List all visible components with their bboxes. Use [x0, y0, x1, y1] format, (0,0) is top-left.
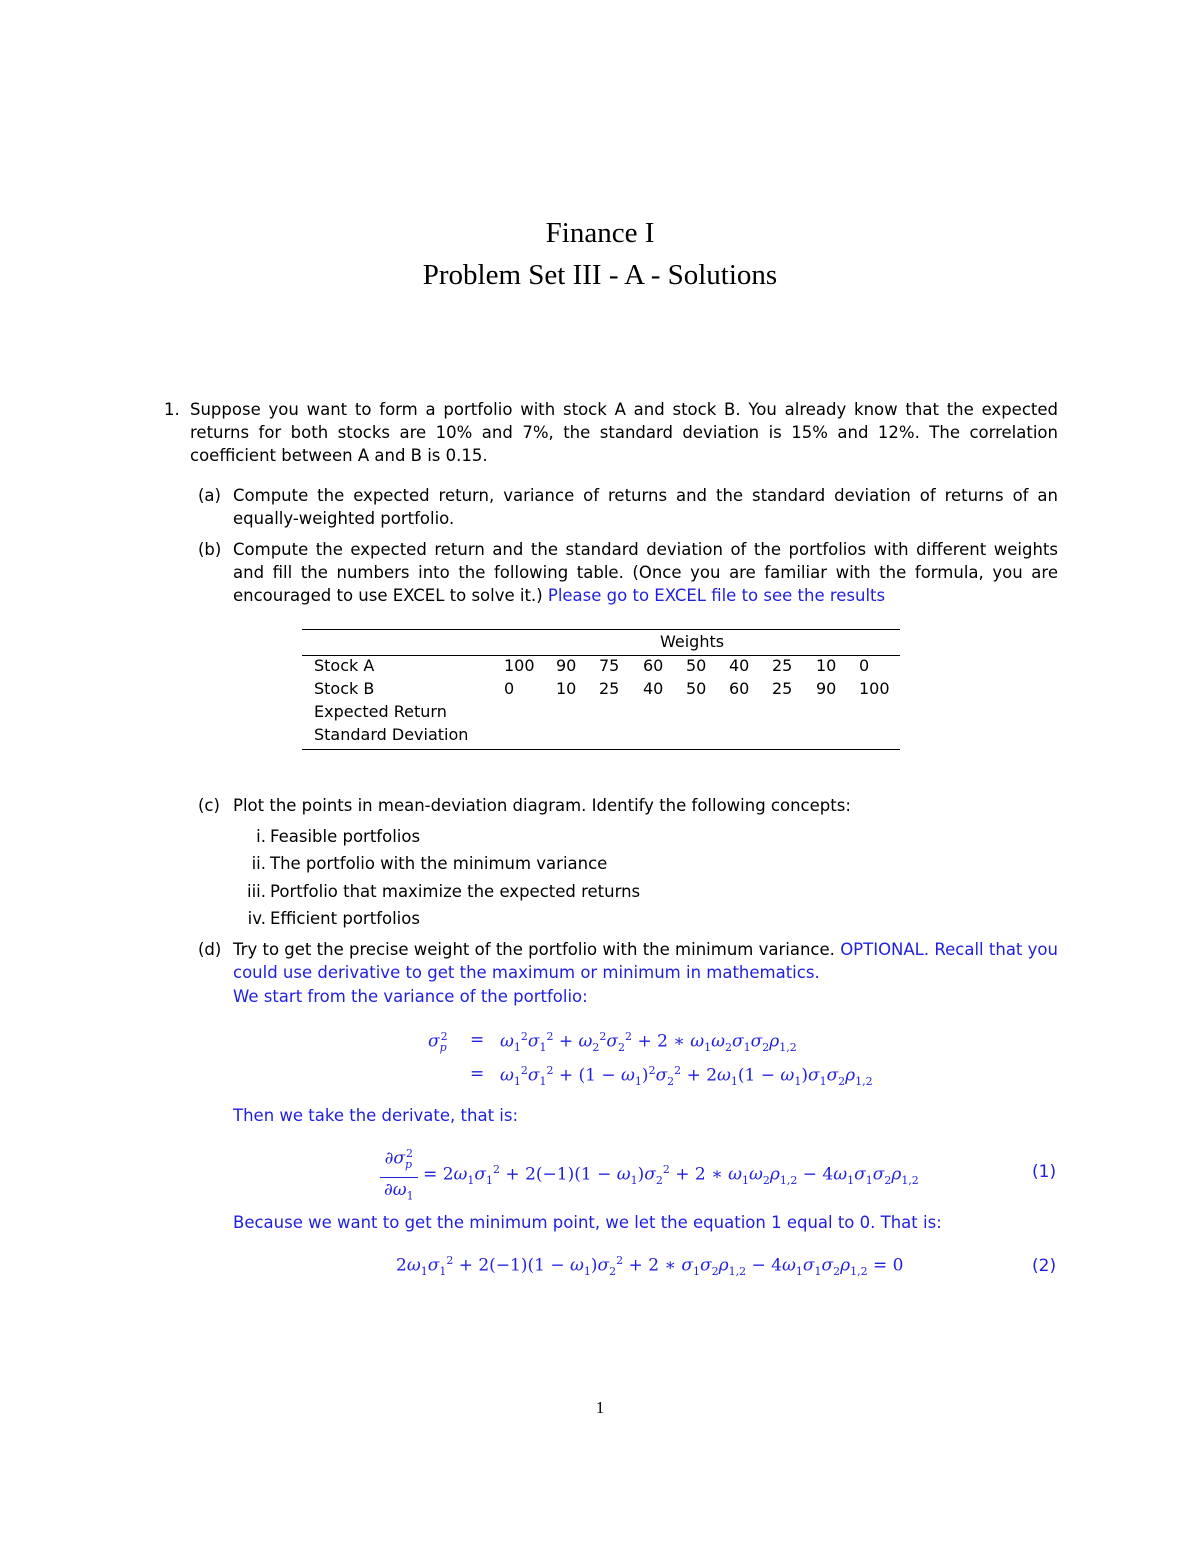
equation-number-1: (1) [1032, 1162, 1057, 1182]
table-cell: 60 [729, 679, 750, 698]
list-item: Feasible portfolios [270, 827, 421, 846]
table-cell: 25 [772, 679, 793, 698]
part-d-question: Try to get the precise weight of the portfolio with the minimum variance. [233, 940, 835, 959]
list-item-label: ii. [251, 854, 266, 873]
table-cell: 10 [556, 679, 577, 698]
part-b-text [233, 538, 1058, 607]
equals-sign: = [470, 1064, 485, 1084]
part-d-text [233, 938, 1058, 984]
derivative-fraction: $\frac{\partial\sigma_p^2}{\partial\omega_1}$ [380, 1142, 418, 1208]
table-cell: 40 [643, 679, 664, 698]
equation-number-2: (2) [1032, 1256, 1057, 1276]
part-c-text: Plot the points in mean-deviation diagram. Identify the following concepts: [233, 796, 851, 815]
equation-variance-line1: $\omega_1^2\sigma_1^2 + \omega_2^2\sigma_2^2 + 2$ ∗ $\omega_1\omega_2\sigma_1\sigma_2\rho_{1,2}$ [500, 1030, 797, 1055]
part-d-optional: OPTIONAL. Recall that you could use derivative to get the maximum or minimum in mathematics. [233, 940, 1058, 982]
row-label-stock-a: Stock A [314, 656, 375, 675]
equation-variance-line2: $\omega_1^2\sigma_1^2 + (1 - \omega_1)^2\sigma_2^2 + 2\omega_1(1 - \omega_1)\sigma_1\sigma_2\rho_{1,2}$ [500, 1064, 873, 1089]
table-cell: 0 [859, 656, 870, 675]
table-cell: 75 [599, 656, 620, 675]
table-cell: 100 [504, 656, 535, 675]
list-item: The portfolio with the minimum variance [270, 854, 608, 873]
equation-derivative: $\frac{\partial\sigma_p^2}{\partial\omega_1}$ = $2\omega_1\sigma_1^2 + 2(-1)(1 - \omega_1)\sigma_2^2 + 2$ ∗ $\omega_1\omega_2\rho_{1,2} - 4\omega_1\sigma_1\sigma_2\rho_{1,2}$ [380, 1142, 919, 1208]
part-a-text: Compute the expected return, variance of returns and the standard deviation of returns of an equally-weighted portfolio. [233, 486, 1058, 528]
part-a-label: (a) [198, 486, 221, 505]
table-top-rule [302, 629, 900, 630]
equation-variance-lhs: $\sigma_p^2$ [428, 1030, 448, 1055]
table-cell: 50 [686, 679, 707, 698]
part-d-then: Then we take the derivate, that is: [233, 1106, 519, 1125]
row-label-expected-return: Expected Return [314, 702, 447, 721]
page-subtitle: Problem Set III - A - Solutions [422, 259, 778, 291]
part-b-answer: Please go to EXCEL file to see the results [547, 586, 886, 605]
row-label-standard-deviation: Standard Deviation [314, 725, 469, 744]
table-cell: 100 [859, 679, 890, 698]
page-title: Finance I [545, 217, 655, 249]
part-c-label: (c) [198, 796, 220, 815]
table-cell: 60 [643, 656, 664, 675]
part-d-because: Because we want to get the minimum point, we let the equation 1 equal to 0. That is: [233, 1213, 942, 1232]
table-cell: 25 [772, 656, 793, 675]
part-d-start: We start from the variance of the portfolio: [233, 987, 588, 1006]
table-cell: 90 [816, 679, 837, 698]
part-b-label: (b) [198, 540, 222, 559]
part-b-question: Compute the expected return and the standard deviation of the portfolios with different weights and fill the numbers into the following table. (Once you are familiar with the formula, you are encouraged to use EXCEL to solve it.) [233, 540, 1058, 605]
page-number: 1 [595, 1398, 605, 1417]
equals-sign: = [470, 1030, 485, 1050]
table-bottom-rule [302, 749, 900, 750]
part-d-label: (d) [198, 940, 222, 959]
list-item: Efficient portfolios [270, 909, 420, 928]
list-item-label: iii. [247, 882, 266, 901]
table-cell: 25 [599, 679, 620, 698]
row-label-stock-b: Stock B [314, 679, 375, 698]
table-header-weights: Weights [660, 632, 725, 651]
list-item-label: i. [256, 827, 266, 846]
table-cell: 90 [556, 656, 577, 675]
table-cell: 10 [816, 656, 837, 675]
equation-first-order-condition: $2\omega_1\sigma_1^2 + 2(-1)(1 - \omega_1)\sigma_2^2 + 2$ ∗ $\sigma_1\sigma_2\rho_{1,2} - 4\omega_1\sigma_1\sigma_2\rho_{1,2} = 0$ [396, 1254, 904, 1279]
question-text: Suppose you want to form a portfolio with stock A and stock B. You already know that the expected returns for both stocks are 10% and 7%, the standard deviation is 15% and 12%. The correlation coefficient between A and B is 0.15. [190, 400, 1058, 465]
table-cell: 40 [729, 656, 750, 675]
question-number: 1. [164, 400, 180, 419]
list-item-label: iv. [247, 909, 266, 928]
table-cell: 50 [686, 656, 707, 675]
table-cell: 0 [504, 679, 515, 698]
list-item: Portfolio that maximize the expected returns [270, 882, 641, 901]
